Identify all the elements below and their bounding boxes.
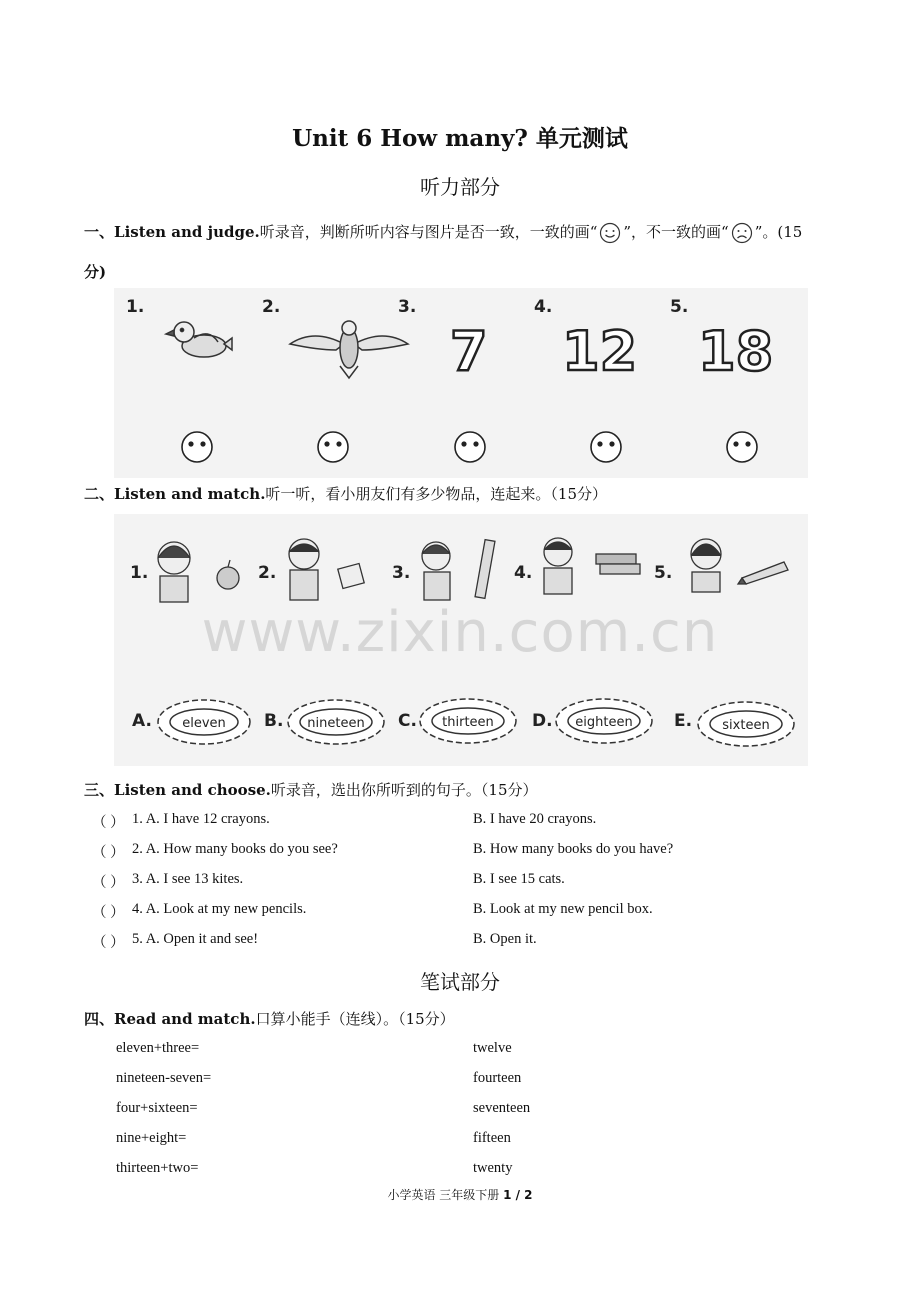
eraser-icon bbox=[338, 563, 364, 588]
q3-en: Listen and choose. bbox=[114, 781, 271, 799]
q1-en: Listen and judge. bbox=[114, 223, 260, 241]
q4-row-1-word[interactable]: twelve bbox=[473, 1040, 512, 1056]
q2-en: Listen and match. bbox=[114, 485, 266, 503]
girl-icon bbox=[422, 542, 450, 600]
answer-blank[interactable]: （ ） bbox=[92, 935, 125, 951]
answer-face-icon[interactable] bbox=[455, 432, 485, 462]
q2-prefix: 二、 bbox=[84, 485, 115, 503]
q1-item-4-number-picture: 12 bbox=[562, 320, 638, 383]
q4-row-3-expression[interactable]: four+sixteen= bbox=[116, 1100, 198, 1116]
question-4-instruction bbox=[84, 1009, 455, 1029]
answer-face-icon[interactable] bbox=[182, 432, 212, 462]
books-icon bbox=[596, 554, 640, 574]
q3-row-4-option-a: 4. A. Look at my new pencils. bbox=[132, 901, 307, 917]
q2-kid-2-number: 2. bbox=[258, 563, 277, 583]
q3-row-1-option-a: 1. A. I have 12 crayons. bbox=[132, 811, 270, 827]
answer-blank[interactable]: （ ） bbox=[92, 815, 125, 831]
q3-row-2-option-b: B. How many books do you have? bbox=[473, 841, 674, 857]
ruler-icon bbox=[475, 540, 495, 599]
pencil-icon bbox=[738, 562, 788, 584]
q4-row-4-word[interactable]: fifteen bbox=[473, 1130, 511, 1146]
girl-icon bbox=[158, 542, 190, 602]
q2-option-d-letter: D. bbox=[532, 711, 553, 731]
q2-kid-1-number: 1. bbox=[130, 563, 149, 583]
q4-prefix: 四、 bbox=[84, 1010, 115, 1028]
watermark: www.zixin.com.cn bbox=[201, 600, 719, 665]
q2-option-a-word: eleven bbox=[182, 716, 226, 731]
answer-face-icon[interactable] bbox=[591, 432, 621, 462]
q1-picture-strip bbox=[114, 288, 808, 478]
q2-option-a-letter: A. bbox=[132, 711, 152, 731]
q3-row-5-option-b: B. Open it. bbox=[473, 931, 537, 947]
answer-face-icon[interactable] bbox=[318, 432, 348, 462]
q2-kid-5-number: 5. bbox=[654, 563, 673, 583]
q2-option-c-word: thirteen bbox=[442, 715, 494, 730]
q1-prefix: 一、 bbox=[84, 223, 115, 241]
q1-item-3-number-picture: 7 bbox=[450, 320, 488, 383]
q1-cn-d: 分) bbox=[84, 263, 107, 281]
girl-icon bbox=[691, 539, 721, 592]
q2-cn: 听一听，看小朋友们有多少物品，连起来。（15分） bbox=[265, 485, 608, 503]
q4-row-3-word[interactable]: seventeen bbox=[473, 1100, 531, 1116]
q1-cn-c: ”。(15 bbox=[754, 223, 803, 241]
q2-kid-3-number: 3. bbox=[392, 563, 411, 583]
footer-text: 小学英语 三年级下册 bbox=[387, 1188, 504, 1202]
q1-item-4-number: 4. bbox=[534, 297, 553, 317]
q4-row-1-expression[interactable]: eleven+three= bbox=[116, 1040, 200, 1056]
q4-en: Read and match. bbox=[114, 1010, 256, 1028]
question-1-instruction bbox=[84, 222, 844, 244]
smiley-face-icon bbox=[599, 222, 621, 244]
listening-heading: 听力部分 bbox=[420, 175, 500, 199]
q3-row-4-option-b: B. Look at my new pencil box. bbox=[473, 901, 653, 917]
q4-row-5-expression[interactable]: thirteen+two= bbox=[116, 1160, 199, 1176]
question-3-instruction bbox=[84, 780, 538, 800]
q3-row-2-option-a: 2. A. How many books do you see? bbox=[132, 841, 338, 857]
apple-icon bbox=[217, 560, 239, 589]
q1-item-5-number: 5. bbox=[670, 297, 689, 317]
sad-face-icon bbox=[731, 222, 753, 244]
q4-row-2-expression[interactable]: nineteen-seven= bbox=[116, 1070, 212, 1086]
q1-item-3-number: 3. bbox=[398, 297, 417, 317]
q3-row-1-option-b: B. I have 20 crayons. bbox=[473, 811, 597, 827]
q1-cn-a: 听录音，判断所听内容与图片是否一致，一致的画“ bbox=[259, 223, 598, 241]
q1-item-2-number: 2. bbox=[262, 297, 281, 317]
q3-row-5-option-a: 5. A. Open it and see! bbox=[132, 931, 259, 947]
q2-option-b-letter: B. bbox=[264, 711, 284, 731]
q3-row-3-option-a: 3. A. I see 13 kites. bbox=[132, 871, 244, 887]
q3-row-3-option-b: B. I see 15 cats. bbox=[473, 871, 565, 887]
answer-blank[interactable]: （ ） bbox=[92, 905, 125, 921]
kite-icon bbox=[290, 321, 408, 378]
question-2-instruction bbox=[84, 484, 607, 504]
q4-row-4-expression[interactable]: nine+eight= bbox=[116, 1130, 187, 1146]
boy-icon bbox=[544, 538, 572, 594]
q3-cn: 听录音，选出你所听到的句子。（15分） bbox=[270, 781, 538, 799]
boy-icon bbox=[289, 539, 319, 600]
page-footer bbox=[0, 1186, 920, 1203]
q3-prefix: 三、 bbox=[84, 781, 115, 799]
q4-row-2-word[interactable]: fourteen bbox=[473, 1070, 522, 1086]
q2-option-d-word: eighteen bbox=[575, 715, 633, 730]
q2-option-e-letter: E. bbox=[674, 711, 693, 731]
answer-blank[interactable]: （ ） bbox=[92, 845, 125, 861]
q4-cn: 口算小能手（连线）。（15分） bbox=[255, 1010, 455, 1028]
q2-option-e-word: sixteen bbox=[722, 718, 770, 733]
q1-cn-b: ”，不一致的画“ bbox=[623, 223, 729, 241]
bird-icon bbox=[166, 322, 232, 357]
q2-option-b-word: nineteen bbox=[307, 716, 365, 731]
answer-face-icon[interactable] bbox=[727, 432, 757, 462]
q1-item-5-number-picture: 18 bbox=[698, 320, 774, 383]
page-title: Unit 6 How many? 单元测试 bbox=[292, 125, 628, 152]
q4-row-5-word[interactable]: twenty bbox=[473, 1160, 513, 1176]
answer-blank[interactable]: （ ） bbox=[92, 875, 125, 891]
q1-item-1-number: 1. bbox=[126, 297, 145, 317]
writing-heading: 笔试部分 bbox=[420, 970, 500, 994]
q2-option-c-letter: C. bbox=[398, 711, 417, 731]
page-number: 1 / 2 bbox=[503, 1188, 533, 1202]
q2-kid-4-number: 4. bbox=[514, 563, 533, 583]
